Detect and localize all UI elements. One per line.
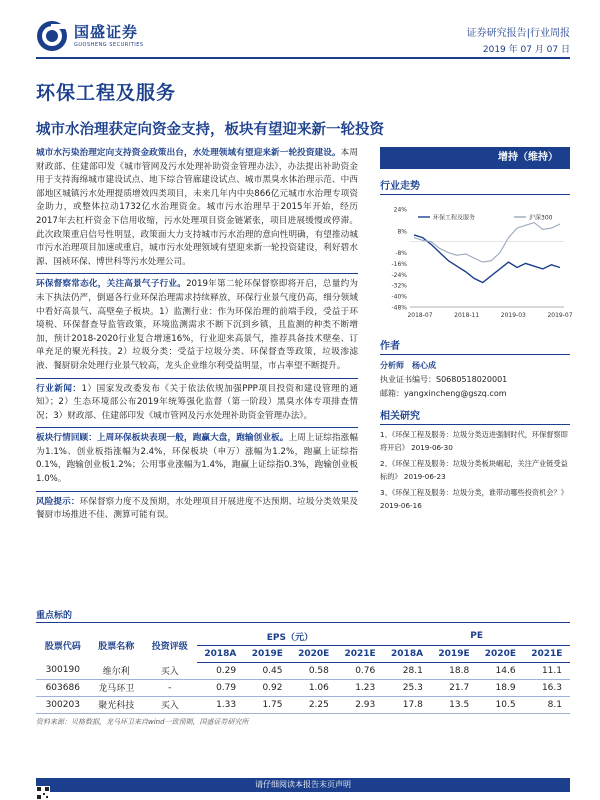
paragraph-news [36, 378, 358, 424]
y-tick-label: -48% [391, 304, 407, 312]
stock-code: 300190 [36, 662, 90, 679]
pe-value: 18.9 [477, 679, 523, 696]
related-report-title: 3、《环保工程及服务：垃圾分类，谁带动哪些投资机会？》 [380, 488, 568, 497]
paragraph-lead: 城市水污染治理定向支持资金政策出台，水处理领域有望迎来新一轮投资建设。 [36, 148, 341, 158]
key-stocks [36, 608, 570, 727]
series-line [414, 223, 560, 263]
col-year: 2019E [244, 645, 290, 662]
y-tick-label: -24% [391, 271, 407, 279]
related-report-date: 2019-06-23 [403, 471, 446, 481]
paragraph-lead: 风险提示： [36, 496, 80, 507]
legend-label: 沪深300 [529, 214, 553, 222]
analyst-row [380, 359, 570, 373]
eps-value: 2.93 [337, 696, 383, 713]
paragraph-market [36, 427, 358, 486]
pe-value: 28.1 [383, 662, 431, 679]
col-name: 股票名称 [98, 641, 135, 652]
pe-value: 16.3 [524, 679, 570, 696]
logo-text: 国盛证券 [74, 23, 139, 41]
related-report[interactable] [380, 458, 570, 483]
report-type: 证券研究报告|行业周报 [466, 28, 570, 39]
footer-disclaimer: 请仔细阅读本报告末页声明 [36, 778, 570, 792]
pe-value: 18.8 [431, 662, 477, 679]
table-source: 资料来源：贝格数据，龙马环卫来自wind一致预期，国盛证券研究所 [36, 717, 249, 726]
y-tick-label: -8% [395, 250, 407, 258]
eps-value: 1.33 [197, 696, 245, 713]
eps-value: 0.45 [244, 662, 290, 679]
related-report-date: 2019-06-30 [411, 442, 453, 452]
report-headline: 城市水治理获定向资金支持，板块有望迎来新一轮投资 [36, 122, 384, 138]
y-tick-label: -40% [391, 293, 407, 301]
table-row [36, 679, 570, 696]
related-report[interactable] [380, 487, 570, 512]
eps-value: 0.58 [291, 662, 337, 679]
logo-mark-icon [36, 20, 68, 52]
paragraph-body: 上周上证综指涨幅为1.1%、创业板指涨幅为2.4%，环保板块（申万）涨幅为1.2%，跑赢上证综指0.1%，跑输创业板1.2%；公用事业涨幅为1.4%，跑赢上证综指0.3%，跑输创业板1.0%。 [36, 433, 358, 485]
pe-value: 25.3 [383, 679, 431, 696]
related-report-date: 2019-06-16 [380, 500, 422, 510]
paragraph-lead: 环保督察常态化，关注高景气子行业。 [36, 279, 187, 290]
stock-name: 维尔利 [90, 662, 144, 679]
col-year: 2021E [337, 645, 383, 662]
eps-value: 2.25 [291, 696, 337, 713]
license-label: 执业证书编号： [380, 375, 436, 384]
report-date: 2019 年 07 月 07 日 [482, 45, 570, 55]
paragraph-policy [36, 147, 358, 269]
sidebar [380, 147, 573, 512]
pe-value: 11.1 [524, 662, 570, 679]
col-year: 2020E [477, 645, 523, 662]
x-tick-label: 2019-07 [547, 312, 573, 319]
pe-value: 14.6 [477, 662, 523, 679]
y-tick-label: 8% [397, 228, 407, 236]
paragraph-body: 环保督察力度不及预期，水处理项目开展进度不达预期、垃圾分类效果及餐厨市场推进不佳、测算可能有误。 [36, 496, 358, 521]
paragraph-risk [36, 491, 358, 523]
col-rating: 投资评级 [151, 641, 188, 652]
y-tick-label: 24% [393, 206, 407, 214]
main-content [36, 147, 358, 527]
paragraph-lead: 板块行情回顾：上周环保板块表现一般，跑赢大盘，跑输创业板。 [36, 433, 289, 444]
email-row [380, 387, 570, 401]
analyst-info [380, 359, 570, 401]
stock-rating: - [143, 679, 197, 696]
related-report-title: 2、《环保工程及服务：垃圾分类板块崛起，关注产业链受益标的》 [380, 459, 568, 481]
col-year: 2021E [524, 645, 570, 662]
related-report-title: 1、《环保工程及服务：垃圾分类迈进强制时代，环保督察即将开启》 [380, 430, 568, 452]
series-line [414, 235, 560, 283]
col-year: 2018A [197, 645, 245, 662]
stock-name: 龙马环卫 [90, 679, 144, 696]
email-label: 邮箱： [380, 389, 404, 398]
stock-rating: 买入 [143, 696, 197, 713]
stock-code: 603686 [36, 679, 90, 696]
col-year: 2019E [431, 645, 477, 662]
col-year: 2018A [383, 645, 431, 662]
trend-chart-svg [380, 203, 573, 323]
table-row [36, 696, 570, 713]
page-header [0, 0, 600, 62]
col-year: 2020E [291, 645, 337, 662]
x-tick-label: 2019-03 [500, 312, 526, 319]
stock-name: 聚光科技 [90, 696, 144, 713]
table-row [36, 662, 570, 679]
analyst-label: 分析师 [380, 361, 404, 370]
analyst-email[interactable]: yangxincheng@gszq.com [404, 389, 507, 398]
col-code: 股票代码 [44, 641, 81, 652]
industry-title: 环保工程及服务 [36, 82, 177, 104]
trend-chart [380, 203, 573, 323]
company-logo [36, 20, 186, 54]
license-number: S0680518020001 [436, 375, 508, 384]
paragraph-body: 2019年第二轮环保督察即将开启，总量约为未下执法仍严，倒逼各行业环保治理需求持续释放，环保行业景气度仍高，细分领域中看好高景气、高壁垒子板块。1）监测行业：作为环保治理的前端手段，受益于环境税、环保督查导监管政策，环境监测需求不断下沉到乡镇，且监测的种类不断增加，预计2018-2020行业复合增速16%，行业迎来高景气，推荐具备技术壁垒、订单充足的聚光科技。2）垃圾分类：受益于垃圾分类、环保督查等政策，垃圾渗滤液、餐厨厨余处理行业景气较高，龙头企业维尔利受益明显，市占率望不断提升。 [36, 279, 358, 371]
col-eps: EPS（元） [197, 628, 384, 645]
qr-code-icon [36, 786, 50, 800]
analyst-name: 杨心成 [412, 361, 436, 370]
related-report[interactable] [380, 429, 570, 454]
pe-value: 10.5 [477, 696, 523, 713]
author-section-title: 作者 [380, 337, 570, 355]
key-stocks-table [36, 628, 570, 714]
pe-value: 13.5 [431, 696, 477, 713]
eps-value: 0.76 [337, 662, 383, 679]
stock-rating: 买入 [143, 662, 197, 679]
paragraph-inspection [36, 273, 358, 373]
rating-badge: 增持（维持） [380, 147, 570, 169]
eps-value: 0.92 [244, 679, 290, 696]
paragraph-body: 1）国家发改委发布《关于依法依规加强PPP项目投资和建设管理的通知》；2）生态环境部公布2019年统筹强化监督（第一阶段）黑臭水体专项排查情况；3）财政部、住建部印发《城市管网及污水处理补助资金管理办法》。 [36, 383, 358, 421]
paragraph-body: 本周财政部、住建部印发《城市管网及污水处理补助资金管理办法》，办法提出补助资金用于支持海绵城市建设试点、地下综合管廊建设试点、城市黑臭水体治理示范、中西部地区城镇污水处理提质增效四类项目，未来几年内中央866亿元城市水治理专项资金助力，或整体拉动1732亿水治理资金。城市污水治理早于2015年开始，经历2017年去杠杆资金下信用收缩，污水处理项目资金链紧张，项目进展缓慢或停滞。此次政策重启信号性明显，政策面大力支持城市污水治理的意向性明确，有望推动城市污水治理项目加速或重启，城市污水处理领域有望迎来新一轮投资建设，利好碧水源、国祯环保、博世科等污水处理公司。 [36, 148, 358, 267]
eps-value: 1.75 [244, 696, 290, 713]
pe-value: 8.1 [524, 696, 570, 713]
y-tick-label: -16% [391, 260, 407, 268]
logo-subtext: GUOSHENG SECURITIES [74, 42, 144, 48]
paragraph-lead: 行业新闻： [36, 383, 82, 394]
related-section-title: 相关研究 [380, 407, 570, 425]
x-tick-label: 2018-11 [454, 312, 480, 319]
pe-value: 17.8 [383, 696, 431, 713]
y-tick-label: -32% [391, 282, 407, 290]
stock-code: 300203 [36, 696, 90, 713]
eps-value: 1.06 [291, 679, 337, 696]
col-pe: PE [383, 628, 570, 645]
eps-value: 0.79 [197, 679, 245, 696]
legend-label: 环保工程及服务 [433, 214, 476, 222]
eps-value: 1.23 [337, 679, 383, 696]
key-stocks-title: 重点标的 [36, 608, 570, 623]
x-tick-label: 2018-07 [407, 312, 433, 319]
eps-value: 0.29 [197, 662, 245, 679]
header-divider [36, 57, 570, 59]
trend-section-title: 行业走势 [380, 177, 570, 195]
pe-value: 21.7 [431, 679, 477, 696]
license-row [380, 373, 570, 387]
